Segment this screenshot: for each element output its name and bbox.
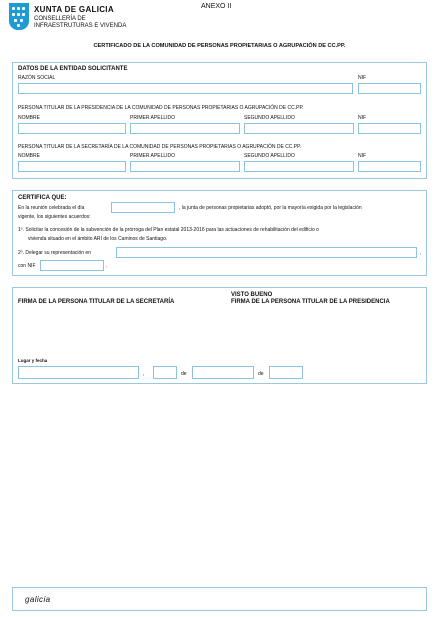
secretary-title: PERSONA TITULAR DE LA SECRETARÍA DE LA COMUNIDAD DE PERSONAS PROPIETARIAS O AGRUPACIÓN DE CC.PP. [18,144,302,150]
year-input[interactable] [269,366,303,379]
entity-section [12,62,427,179]
representative-nif-input[interactable] [40,260,104,271]
document-title: CERTIFICADO DE LA COMUNIDAD DE PERSONAS PROPIETARIAS O AGRUPACIÓN DE CC.PP. [93,43,346,49]
secretary-apellido2-label: SEGUNDO APELLIDO [244,153,295,159]
place-input[interactable] [18,366,139,379]
annex-label: ANEXO II [201,3,232,10]
president-nombre-label: NOMBRE [18,115,40,121]
day-input[interactable] [153,366,177,379]
logo-line-2: CONSELLERÍA DE [34,16,86,22]
secretary-apellido1-label: PRIMER APELLIDO [130,153,176,159]
meeting-text-pre: En la reunión celebrada el día [18,205,85,211]
secretary-nombre-label: NOMBRE [18,153,40,159]
agreement-2-dot: . [106,263,108,269]
secretary-nif-input[interactable] [358,161,421,172]
certifica-title: CERTIFICA QUE: [18,195,67,201]
razon-social-input[interactable] [18,83,353,94]
meeting-text-post: , la junta de personas propietarias adoptó, por la mayoría exigida por la legislación [179,205,362,211]
president-nombre-input[interactable] [18,123,126,134]
president-apellido2-label: SEGUNDO APELLIDO [244,115,295,121]
agreements-intro: vigente, los siguientes acuerdos: [18,214,91,220]
entity-nif-label: NIF [358,75,367,81]
secretary-apellido2-input[interactable] [244,161,354,172]
president-apellido2-input[interactable] [244,123,354,134]
representative-input[interactable] [116,247,417,258]
agreement-1-line-a: 1º. Solicitar la concesión de la subvención de la prórroga del Plan estatal 2013-2016 para las actuaciones de rehabilitación del edificio o [18,227,319,233]
entity-section-title: DATOS DE LA ENTIDAD SOLICITANTE [18,66,128,72]
galicia-logo: galicia [25,595,51,604]
logo-line-1: XUNTA DE GALICIA [34,5,114,14]
president-sign-label: FIRMA DE LA PERSONA TITULAR DE LA PRESIDENCIA [231,299,390,305]
secretary-sign-label: FIRMA DE LA PERSONA TITULAR DE LA SECRETARÍA [18,299,175,305]
place-date-label: Lugar y fecha [18,358,48,363]
entity-nif-input[interactable] [358,83,421,94]
certifica-section [12,190,427,276]
signature-section [12,287,427,384]
agreement-2-text: 2º. Delegar su representación en [18,250,91,256]
de-label-2: de [258,371,264,377]
secretary-nif-label: NIF [358,153,367,159]
meeting-date-input[interactable] [111,202,175,213]
secretary-nombre-input[interactable] [18,161,126,172]
razon-social-label: RAZÓN SOCIAL [18,75,56,81]
month-input[interactable] [192,366,254,379]
agreement-1-line-b: vivienda situado en el ámbito ARI de los Caminos de Santiago. [28,236,168,242]
secretary-apellido1-input[interactable] [130,161,240,172]
xunta-shield-icon [9,3,29,30]
president-apellido1-label: PRIMER APELLIDO [130,115,176,121]
president-nif-label: NIF [358,115,367,121]
logo-line-3: INFRAESTRUTURAS E VIVENDA [34,23,127,29]
president-apellido1-input[interactable] [130,123,240,134]
place-comma: , [143,371,145,377]
representative-nif-label: con NIF [18,263,36,269]
president-nif-input[interactable] [358,123,421,134]
visto-bueno-label: VISTO BUENO [231,292,273,298]
footer [12,587,427,611]
presidency-title: PERSONA TITULAR DE LA PRESIDENCIA DE LA COMUNIDAD DE PERSONAS PROPIETARIAS O AGRUPACIÓN DE CC.PP. [18,105,304,111]
de-label-1: de [181,371,187,377]
agreement-2-comma: , [420,250,422,256]
